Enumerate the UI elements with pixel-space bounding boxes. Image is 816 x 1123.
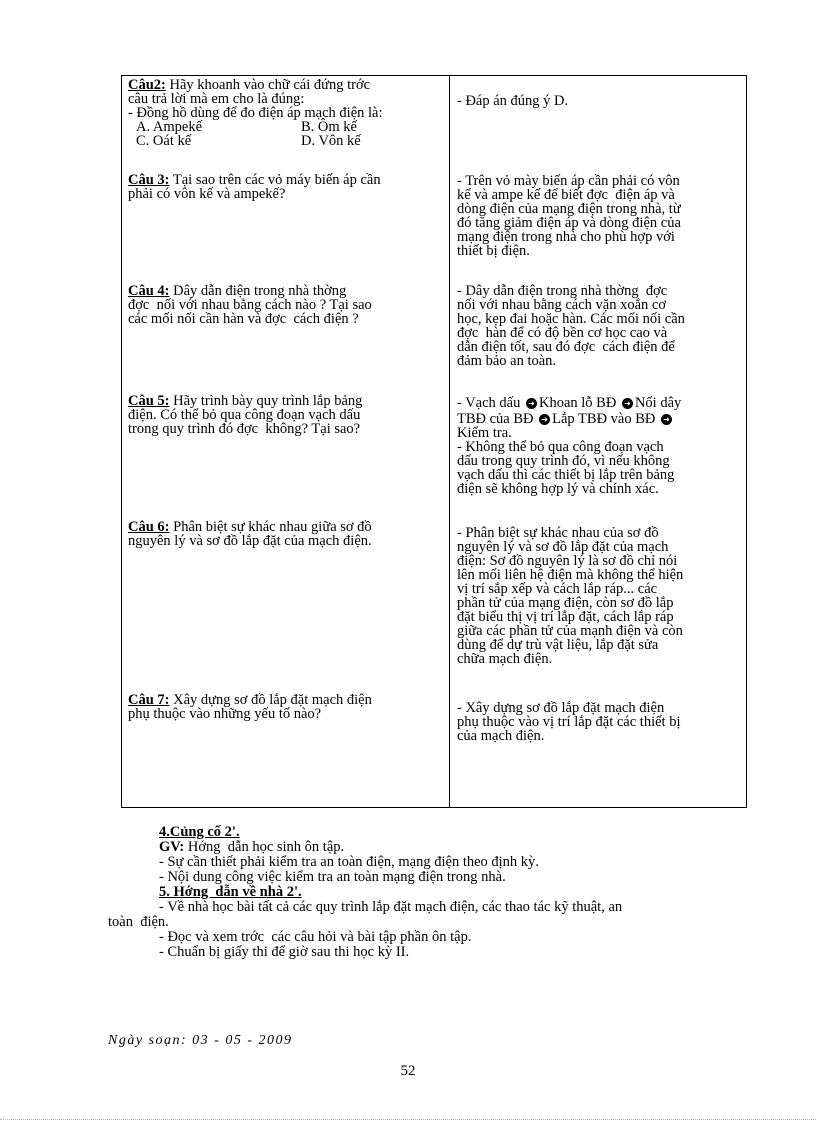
- answer-4: - Dây dẫn điện trong nhà thờng đợc nối với nhau bằng cách vặn xoắn cơ học, kẹp đai hoặc hàn. Các mối nối cần đợc hàn để có độ bền cơ học cao và dẫn điện tốt, sau đó đợc cách điện để đảm bảo an toàn.: [457, 283, 685, 369]
- answer-2: - Đáp án đúng ý D.: [457, 93, 569, 109]
- page-number: 52: [400, 1063, 416, 1079]
- consolidation-title: 4.Củng cố 2'.: [159, 824, 240, 840]
- question-5: Câu 5: Hãy trình bày quy trình lắp bảng điện. Có thể bỏ qua công đoạn vạch dấu trong quy trình đó đợc không? Tại sao?: [128, 393, 363, 437]
- arrow-step-icon: ➜: [661, 414, 672, 425]
- question-column: [122, 76, 450, 807]
- arrow-step-icon: ➜: [622, 398, 633, 409]
- question-3: Câu 3: Tại sao trên các vỏ máy biến áp cần phải có vôn kế và ampekế?: [128, 172, 381, 202]
- question-2: Câu2: Hãy khoanh vào chữ cái đứng trớc câu trả lời mà em cho là đúng: - Đồng hồ dùng để đo điện áp mạch điện là: A. Ampekế B. Ôm kế C. Oát kế D. Vôn kế: [128, 78, 443, 148]
- answer-5: - Vạch dấu ➜ Khoan lỗ BĐ ➜ Nối dây TBĐ của BĐ ➜ Lắp TBĐ vào BĐ ➜ Kiểm tra. - Không thể bỏ qua công đoạn vạch dấu trong quy trình đó, vì nếu không vạch dấu thì các thiết bị lắp trên bảng điện sẽ không hợp lý và chính xác.: [457, 395, 682, 497]
- homework-title: 5. Hớng dẫn về nhà 2'.: [159, 884, 302, 900]
- lesson-wrapup: 4.Củng cố 2'. GV: Hớng dẫn học sinh ôn tập. - Sự cần thiết phải kiểm tra an toàn điện, mạng điện theo định kỳ. - Nội dung công việc kiểm tra an toàn mạng điện trong nhà. 5. Hớng dẫn về nhà 2'. - Về nhà học bài tất cả các quy trình lắp đặt mạch điện, các thao tác kỹ thuật, an toàn điện. - Đọc và xem trớc các câu hỏi và bài tập phần ôn tập. - Chuẩn bị giấy thi để giờ sau thi học kỳ II.: [159, 825, 759, 960]
- answer-options: A. Ampekế B. Ôm kế C. Oát kế D. Vôn kế: [136, 119, 361, 149]
- qa-table: [121, 75, 747, 808]
- arrow-step-icon: ➜: [539, 414, 550, 425]
- arrow-step-icon: ➜: [526, 398, 537, 409]
- gv-label: GV:: [159, 839, 185, 855]
- answer-column: [450, 76, 746, 807]
- question-4: Câu 4: Dây dẫn điện trong nhà thờng đợc nối với nhau bằng cách nào ? Tại sao các mối nối cần hàn và đợc cách điện ?: [128, 283, 372, 327]
- answer-7: - Xây dựng sơ đồ lắp đặt mạch điện phụ thuộc vào vị trí lắp đặt các thiết bị của mạch điện.: [457, 700, 681, 744]
- answer-3: - Trên vỏ mày biến áp cần phải có vôn kế và ampe kế để biết đợc điện áp và dòng điện của mạng điện trong nhà, từ đó tăng giảm điện áp và dòng điện của mạng điện trong nhà cho phù hợp với thiết bị điện.: [457, 173, 681, 259]
- page-bottom-divider: [0, 1119, 816, 1120]
- preparation-date: Ngày soạn: 03 - 05 - 2009: [108, 1033, 293, 1048]
- answer-6: - Phân biệt sự khác nhau của sơ đồ nguyên lý và sơ đồ lắp đặt của mạch điện: Sơ đồ nguyên lý là sơ đồ chỉ nói lên mối liên hệ điện mà không thể hiện vị trí sắp xếp và cách lắp ráp... các phần tử của mạng điện, còn sơ đồ lắp đặt biểu thị vị trí lắp đặt, cách lắp ráp giữa các phần tử của mạnh điện và còn dùng để dự trù vật liệu, lắp đặt sửa chữa mạch điện.: [457, 525, 684, 667]
- question-7: Câu 7: Xây dựng sơ đồ lắp đặt mạch điện phụ thuộc vào những yếu tố nào?: [128, 692, 372, 722]
- question-6: Câu 6: Phân biệt sự khác nhau giữa sơ đồ nguyên lý và sơ đồ lắp đặt của mạch điện.: [128, 519, 372, 549]
